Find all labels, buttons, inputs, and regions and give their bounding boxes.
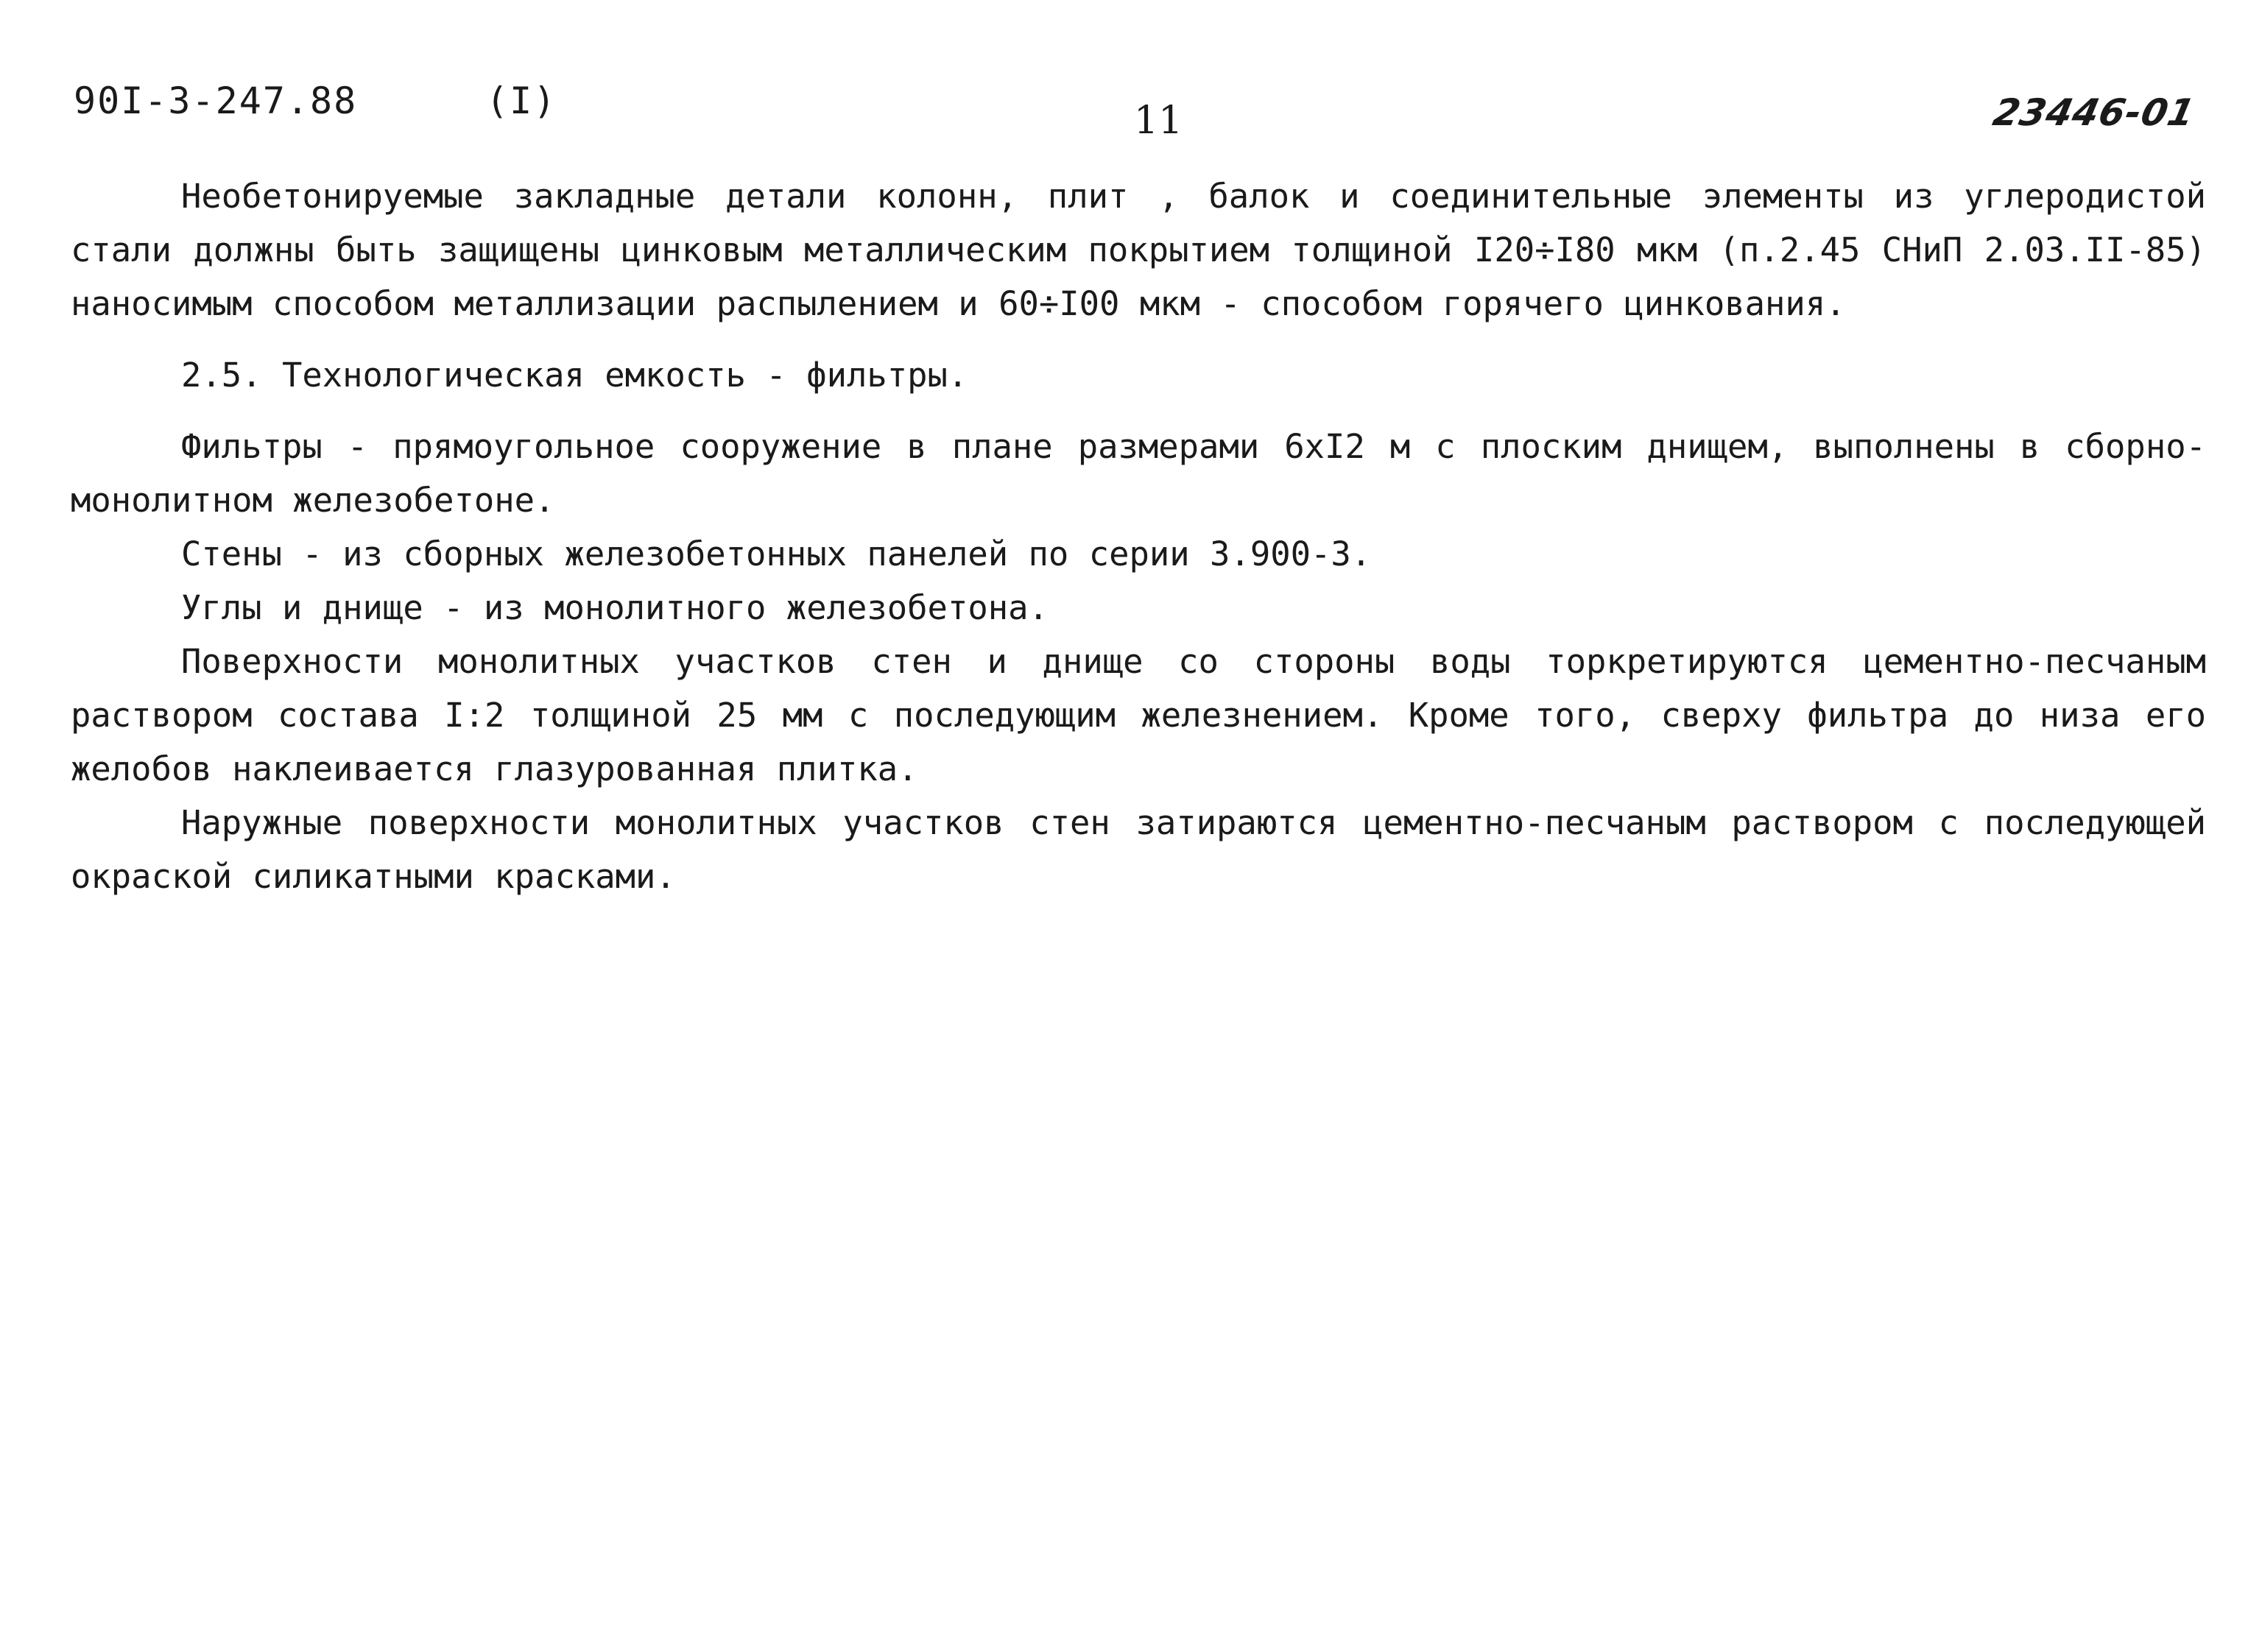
paragraph-corners-bottom: Углы и днище - из монолитного железобетона. (181, 588, 1049, 627)
paragraph-walls: Стены - из сборных железобетонных панелей по серии 3.900-3. (181, 534, 1372, 573)
paragraph-inner-surfaces: Поверхности монолитных участков стен и днище со стороны воды торкретируются цементно-песчаным раствором состава I:2 толщиной 25 мм с последующим железнением. Кроме того, сверху фильтра до низа его желобов наклеивается глазурованная плитка. (71, 642, 2206, 788)
paragraph-filters: Фильтры - прямоугольное сооружение в плане размерами 6хI2 м с плоским днищем, выполнены в сборно-монолитном железобетоне. (71, 427, 2206, 520)
section-heading-2-5: 2.5. Технологическая емкость - фильтры. (181, 356, 968, 395)
document-code: 90I-3-247.88 (74, 80, 358, 122)
volume-number: (I) (486, 80, 557, 122)
page-number: 11 (1134, 99, 1183, 143)
paragraph-outer-surfaces: Наружные поверхности монолитных участков стен затираются цементно-песчаным раствором с последующей окраской силикатными красками. (71, 803, 2206, 896)
inventory-stamp: 23446-01 (1989, 91, 2199, 134)
paragraph-embedded-parts: Необетонируемые закладные детали колонн, плит , балок и соединительные элементы из углеродистой стали должны быть защищены цинковым металлическим покрытием толщиной I20÷I80 мкм (п.2.45 СНиП 2.03.II-85) наносимым способом металлизации распылением и 60÷I00 мкм - способом горячего цинкования. (71, 177, 2206, 323)
document-body (71, 169, 2206, 903)
page-header (74, 80, 2199, 146)
